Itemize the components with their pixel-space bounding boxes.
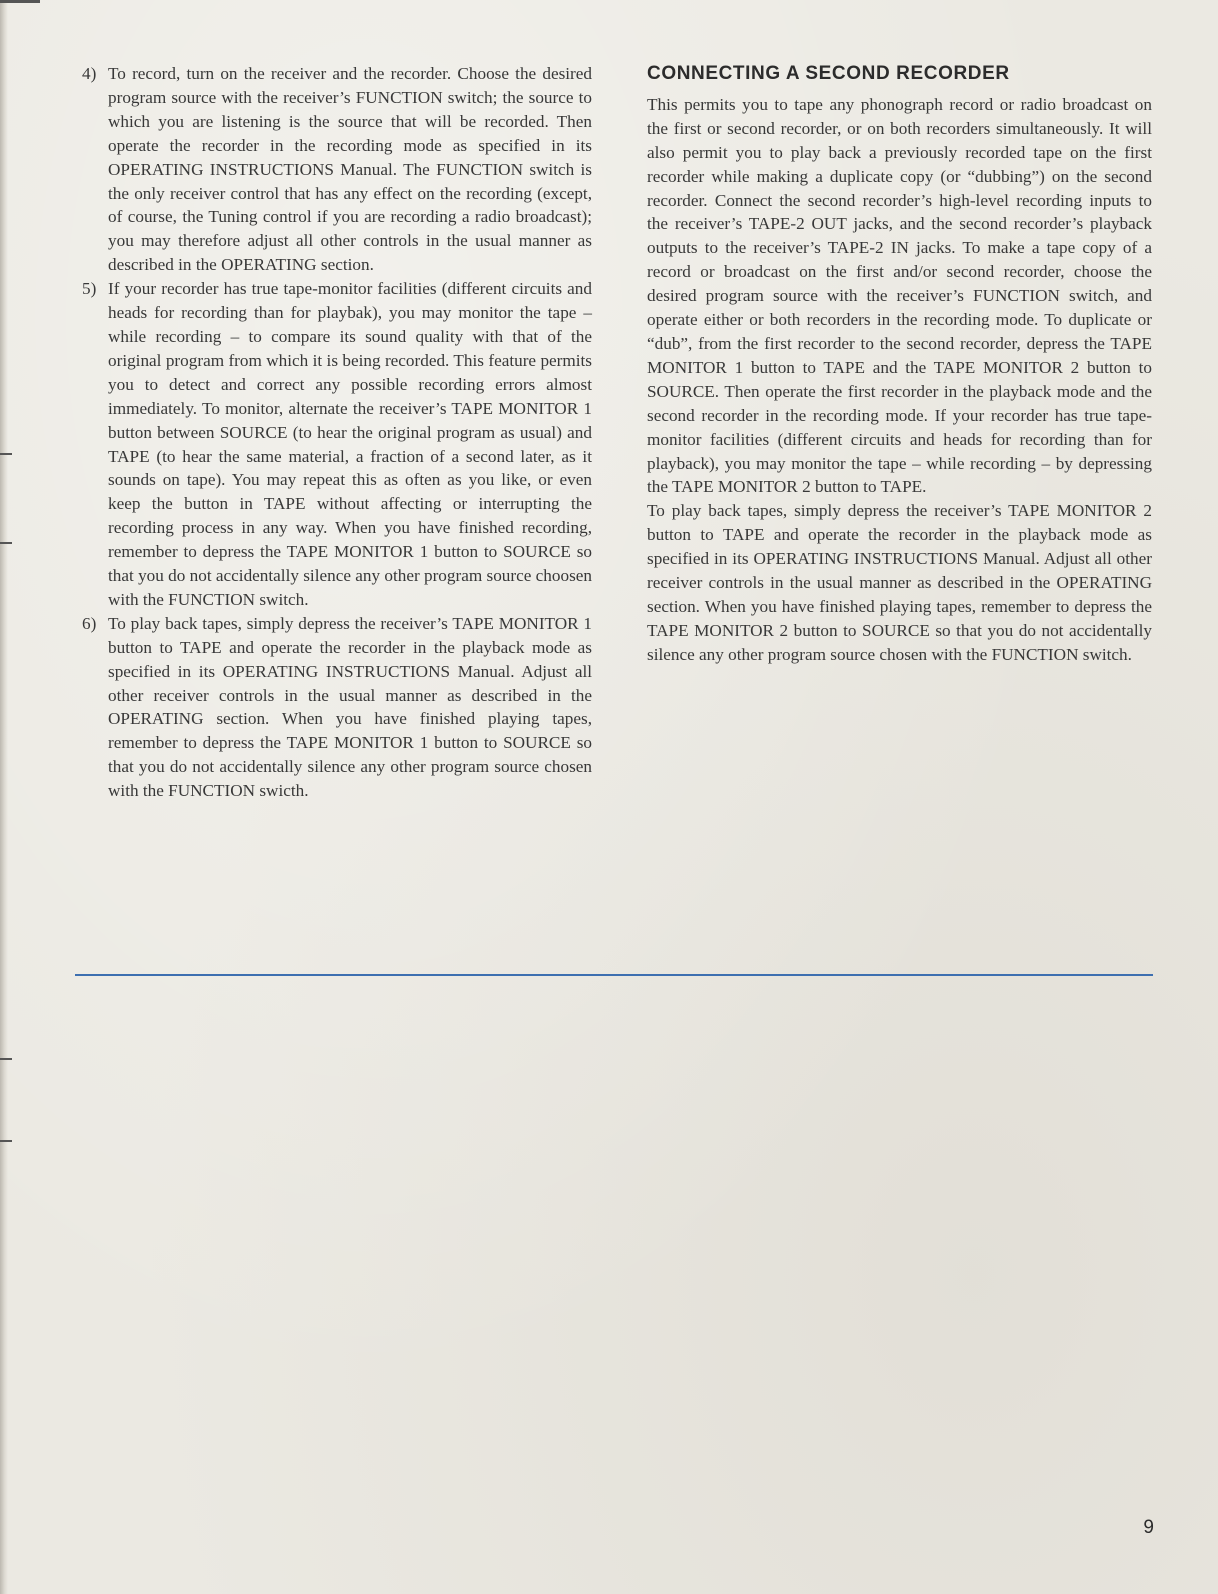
edge-tick-mark <box>0 453 12 455</box>
edge-tick-mark <box>0 1058 12 1060</box>
section-divider-rule <box>75 974 1153 976</box>
instruction-list <box>82 62 592 803</box>
left-column <box>82 62 592 803</box>
list-item-number: 6) <box>82 613 97 633</box>
edge-tick-mark <box>0 1140 12 1142</box>
page-number: 9 <box>1143 1517 1154 1538</box>
list-item-text: To record, turn on the receiver and the recorder. Choose the desired program source with the receiver’s FUNCTION switch; the source to which you are listening is the source that will be recorded. Then operate the recorder in the recording mode as specified in its OPERATING INSTRUCTIONS Manual. The FUNCTION switch is the only receiver control that has any effect on the recording (except, of course, the Tuning control if you are recording a radio broadcast); you may therefore adjust all other controls in the usual manner as described in the OPERATING section. <box>108 64 592 275</box>
list-item-text: To play back tapes, simply depress the receiver’s TAPE MONITOR 1 button to TAPE and operate the recorder in the playback mode as specified in its OPERATING INSTRUCTIONS Manual. Adjust all other receiver controls in the usual manner as described in the OPERATING section. When you have finished playing tapes, remember to depress the TAPE MONITOR 1 button to SOURCE so that you do not accidentally silence any other program source chosen with the FUNCTION swicth. <box>108 613 592 801</box>
body-paragraph: To play back tapes, simply depress the receiver’s TAPE MONITOR 2 button to TAPE and operate the recorder in the playback mode as specified in its OPERATING INSTRUCTIONS Manual. Adjust all other receiver controls in the usual manner as described in the OPERATING section. When you have finished playing tapes, remember to depress the TAPE MONITOR 2 button to SOURCE so that you do not accidentally silence any other program source chosen with the FUNCTION switch. <box>647 501 1152 664</box>
edge-tick-mark <box>0 542 12 544</box>
list-item-number: 4) <box>82 64 97 83</box>
list-item <box>82 612 592 803</box>
page-binding-edge <box>0 0 8 1594</box>
page-corner-mark <box>0 0 40 3</box>
list-item <box>82 62 592 277</box>
list-item <box>82 277 592 612</box>
body-paragraph: This permits you to tape any phonograph record or radio broadcast on the first or second recorder, or on both recorders simultaneously. It will also permit you to play back a previously recorded tape on the first recorder while making a duplicate copy (or “dubbing”) on the second recorder. Connect the second recorder’s high-level recording inputs to the receiver’s TAPE-2 OUT jacks, and the second recorder’s playback outputs to the receiver’s TAPE-2 IN jacks. To make a tape copy of a record or broadcast on the first and/or second recorder, choose the desired program source with the receiver’s FUNCTION switch, and operate either or both recorders in the recording mode. To duplicate or “dub”, from the first recorder to the second recorder, depress the TAPE MONITOR 1 button to TAPE and the TAPE MONITOR 2 button to SOURCE. Then operate the first recorder in the playback mode and the second recorder in the recording mode. If your recorder has true tape-monitor facilities (different circuits and heads for recording than for playback), you may monitor the tape – while recording – by depressing the TAPE MONITOR 2 button to TAPE. <box>647 94 1152 497</box>
right-column <box>647 62 1152 667</box>
section-heading: CONNECTING A SECOND RECORDER <box>647 63 1010 84</box>
list-item-number: 5) <box>82 279 97 299</box>
list-item-text: If your recorder has true tape-monitor facilities (different circuits and heads for recording than for playbak), you may monitor the tape – while recording – to compare its sound quality with that of the original program from which it is being recorded. This feature permits you to detect and correct any possible recording errors almost immediately. To monitor, alternate the receiver’s TAPE MONITOR 1 button between SOURCE (to hear the original program as usual) and TAPE (to hear the same material, a fraction of a second later, as it sounds on tape). You may repeat this as often as you like, or even keep the button in TAPE without affecting or interrupting the recording process in any way. When you have finished recording, remember to depress the TAPE MONITOR 1 button to SOURCE so that you do not accidentally silence any other program source choosen with the FUNCTION switch. <box>108 279 592 609</box>
